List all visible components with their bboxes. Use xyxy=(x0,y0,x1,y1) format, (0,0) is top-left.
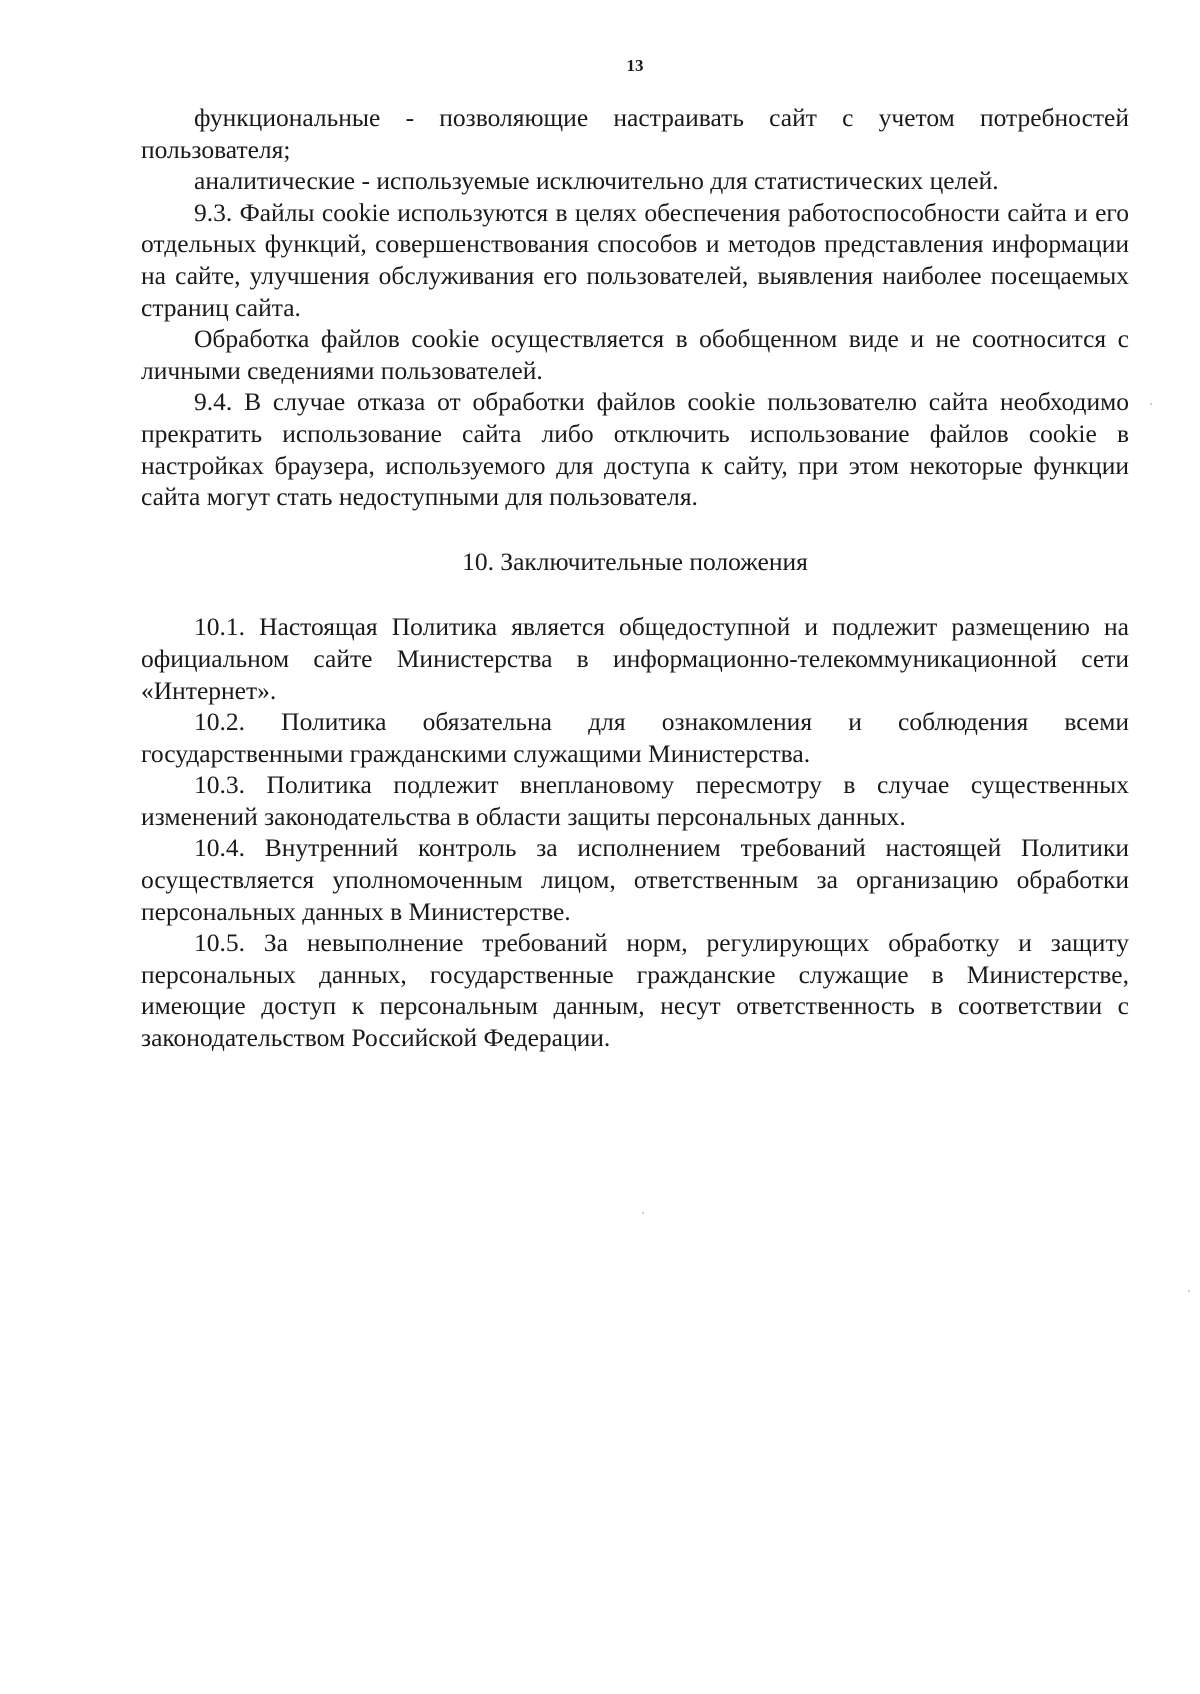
scan-speck xyxy=(642,1212,644,1214)
scan-speck xyxy=(1188,1290,1190,1292)
paragraph-10-5: 10.5. За невыполнение требований норм, регулирующих обработку и защиту персональных данных, государственные гражданские служащие в Министерстве, имеющие доступ к персональным данным, несут ответственность в соответствии с законодательством Российской Федерации. xyxy=(141,928,1129,1053)
paragraph-9-4: 9.4. В случае отказа от обработки файлов cookie пользователю сайта необходимо прекратить использование сайта либо отключить использование файлов cookie в настройках браузера, используемого для доступа к сайту, при этом некоторые функции сайта могут стать недоступными для пользователя. xyxy=(141,387,1129,512)
paragraph-10-4: 10.4. Внутренний контроль за исполнением требований настоящей Политики осуществляется уполномоченным лицом, ответственным за организацию обработки персональных данных в Министерстве. xyxy=(141,833,1129,926)
paragraph-10-2: 10.2. Политика обязательна для ознакомления и соблюдения всеми государственными гражданскими служащими Министерства. xyxy=(141,707,1129,768)
document-body xyxy=(141,102,1129,1054)
section-heading-10: 10. Заключительные положения xyxy=(462,546,808,576)
scan-speck xyxy=(1150,403,1152,405)
paragraph-9-3: 9.3. Файлы cookie используются в целях обеспечения работоспособности сайта и его отдельных функций, совершенствования способов и методов представления информации на сайте, улучшения обслуживания его пользователей, выявления наиболее посещаемых страниц сайта. xyxy=(141,197,1129,322)
paragraph-analytical-cookies: аналитические - используемые исключительно для статистических целей. xyxy=(194,166,999,196)
paragraph-functional-cookies: функциональные - позволяющие настраивать сайт с учетом потребностей пользователя; xyxy=(141,103,1129,164)
page-number: 13 xyxy=(626,56,644,75)
paragraph-10-1: 10.1. Настоящая Политика является общедоступной и подлежит размещению на официальном сайте Министерства в информационно-телекоммуникационной сети «Интернет». xyxy=(141,612,1129,705)
paragraph-cookie-processing: Обработка файлов cookie осуществляется в обобщенном виде и не соотносится с личными сведениями пользователей. xyxy=(141,324,1129,385)
paragraph-10-3: 10.3. Политика подлежит внеплановому пересмотру в случае существенных изменений законодательства в области защиты персональных данных. xyxy=(141,770,1129,831)
